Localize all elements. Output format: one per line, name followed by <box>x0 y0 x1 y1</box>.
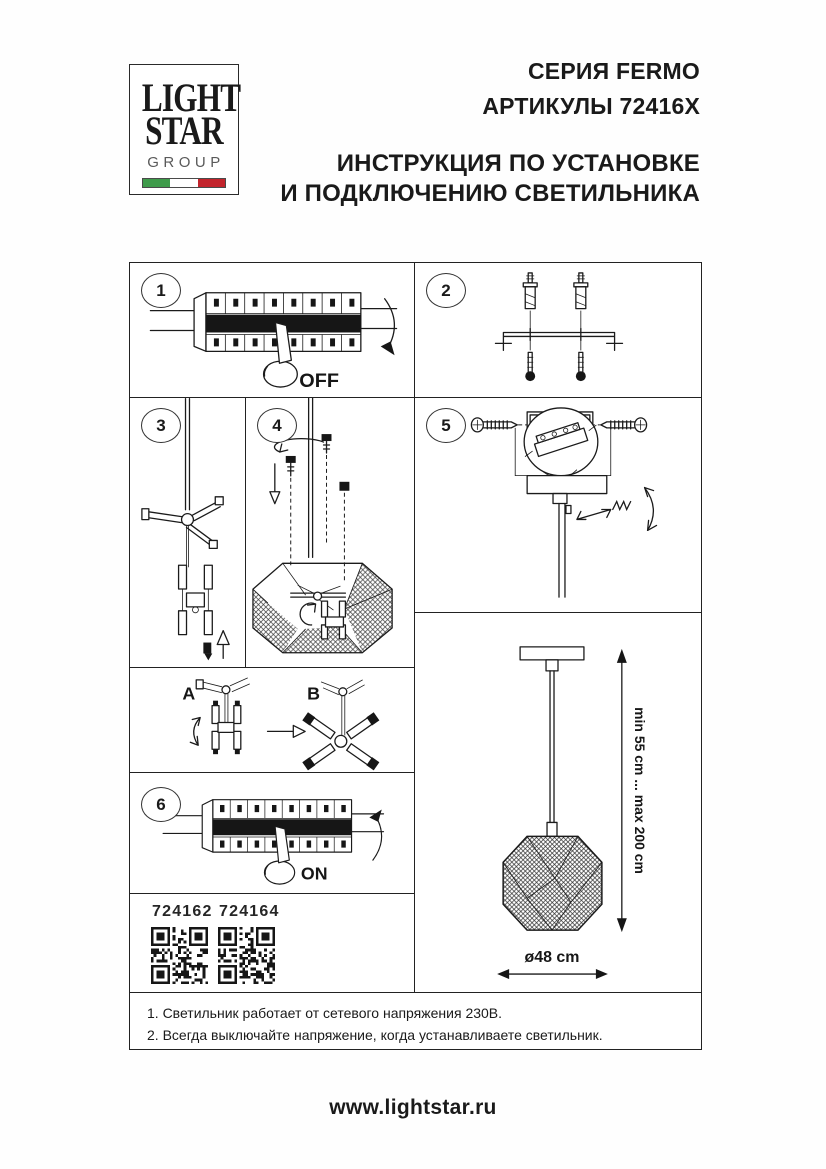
step3-panel <box>130 398 246 668</box>
terminal-detail-balloon <box>520 408 600 478</box>
variant-b-label: B <box>307 683 321 704</box>
wall-plug-icon <box>523 273 588 309</box>
rotate-arrow-icon <box>645 488 657 531</box>
pendant-lamp-diagram <box>415 613 701 992</box>
qr-code-724162 <box>151 927 208 984</box>
step4-number-badge <box>257 408 297 443</box>
variants-panel <box>130 668 415 773</box>
step5-panel <box>415 398 701 613</box>
off-label: OFF <box>299 370 339 393</box>
on-label: ON <box>300 863 328 884</box>
arrow-up-icon <box>217 631 229 659</box>
step4-number: 4 <box>272 415 282 435</box>
italian-flag-icon <box>142 178 226 188</box>
step5-number-badge <box>426 408 466 443</box>
logo-word-light: LIGHT <box>141 75 241 120</box>
small-screw-icon <box>203 643 212 661</box>
instruction-title-line1: ИНСТРУКЦИЯ ПО УСТАНОВКЕ <box>336 150 700 177</box>
pendant-lamp-icon <box>503 647 602 930</box>
spider-bracket-icon <box>142 497 223 549</box>
articles-panel <box>130 894 415 993</box>
note-2: 2. Всегда выключайте напряжение, когда устанавливаете светильник. <box>147 1026 603 1043</box>
qr-code-724164 <box>218 927 275 984</box>
circuit-breaker-icon <box>163 800 383 852</box>
diameter-dimension <box>497 949 608 979</box>
step5-number: 5 <box>441 415 451 435</box>
articles-title: АРТИКУЛЫ 72416X <box>482 93 700 119</box>
inner-spider-icon <box>291 585 346 610</box>
step2-number: 2 <box>441 280 451 300</box>
arrow-up-icon <box>369 809 381 860</box>
step6-number-badge <box>141 787 181 822</box>
variant-a-label: A <box>182 683 196 704</box>
step3-number: 3 <box>156 415 166 435</box>
height-range-label: min 55 cm ... max 200 cm <box>631 707 648 874</box>
circuit-breaker-icon <box>150 293 396 352</box>
instruction-grid <box>129 262 702 1050</box>
set-screw-spring-icon <box>577 502 631 520</box>
header-text-block <box>280 58 700 209</box>
step6-number: 6 <box>156 794 166 814</box>
arrow-down-icon <box>270 464 280 504</box>
instruction-title-line2: И ПОДКЛЮЧЕНИЮ СВЕТИЛЬНИКА <box>280 179 700 207</box>
step3-number-badge <box>141 408 181 443</box>
lamp-tubes-icon <box>179 565 213 634</box>
instruction-title <box>280 149 700 209</box>
step4-panel <box>246 398 415 668</box>
variant-a-icon <box>190 678 249 754</box>
step1-number: 1 <box>156 280 166 300</box>
series-title: СЕРИЯ FERMO <box>528 58 700 84</box>
screw-icon <box>286 434 350 582</box>
lightstar-logo <box>129 64 239 195</box>
arrow-right-icon <box>268 725 306 737</box>
website-url: www.lightstar.ru <box>329 1096 497 1119</box>
step2-panel <box>415 263 701 398</box>
note-1: 1. Светильник работает от сетевого напряжения 230В. <box>147 1005 503 1021</box>
pendant-dimensions-panel <box>415 613 701 993</box>
arrow-down-icon <box>381 299 395 356</box>
step6-panel <box>130 773 415 894</box>
safety-notes <box>130 993 701 1049</box>
canopy-icon <box>527 476 607 597</box>
step1-number-badge <box>141 273 181 308</box>
screw-icon <box>525 352 586 381</box>
step2-number-badge <box>426 273 466 308</box>
article-number-724162: 724162 <box>152 903 213 920</box>
logo-word-group: GROUP <box>147 153 225 171</box>
step1-panel <box>130 263 415 398</box>
logo-word-star: STAR <box>145 107 223 153</box>
variants-diagram <box>130 668 414 772</box>
article-number-724164: 724164 <box>219 903 280 920</box>
height-dimension <box>617 649 648 932</box>
mounting-bar-icon <box>495 329 622 351</box>
diameter-label: ø48 cm <box>524 949 580 967</box>
